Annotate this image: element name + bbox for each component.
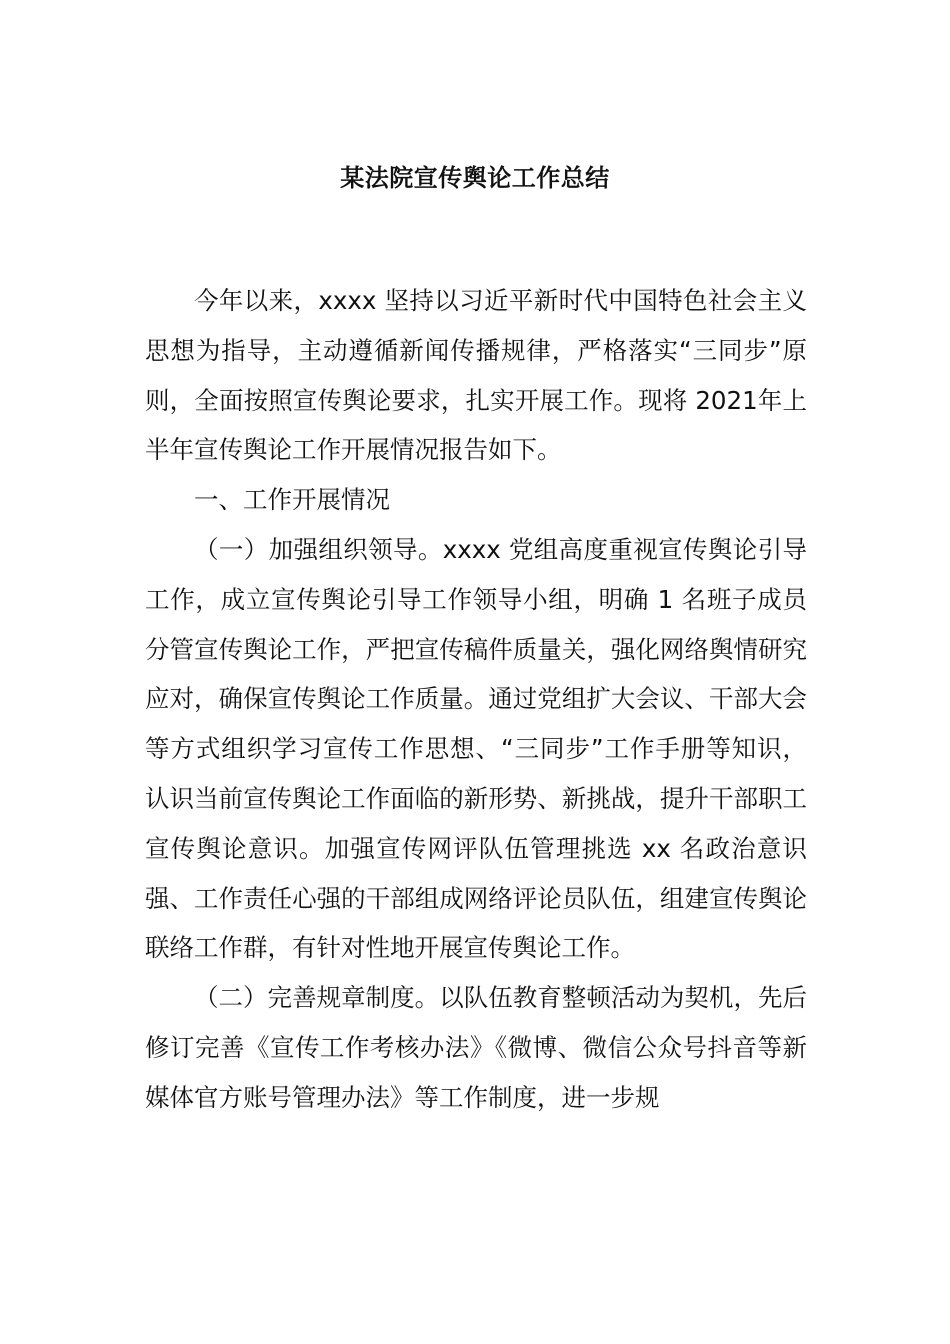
section-heading: 一、工作开展情况 xyxy=(194,485,390,515)
paragraph-organization: （一）加强组织领导。xxxx 党组高度重视宣传舆论引导工作，成立宣传舆论引导工作领导小组，明确 1 名班子成员分管宣传舆论工作，严把宣传稿件质量关，强化网络舆情研究应对，确保宣传舆论工作质量。通过党组扩大会议、干部大会等方式组织学习宣传工作思想、“三同步”工作手册等知识，认识当前宣传舆论工作面临的新形势、新挑战，提升干部职工宣传舆论意识。加强宣传网评队伍管理挑选 xx 名政治意识强、工作责任心强的干部组成网络评论员队伍，组建宣传舆论联络工作群，有针对性地开展宣传舆论工作。 xyxy=(145,534,807,963)
paragraph-regulations: （二）完善规章制度。以队伍教育整顿活动为契机，先后修订完善《宣传工作考核办法》《微博、微信公众号抖音等新媒体官方账号管理办法》等工作制度，进一步规 xyxy=(145,983,807,1112)
paragraph-intro: 今年以来，xxxx 坚持以习近平新时代中国特色社会主义思想为指导，主动遵循新闻传播规律，严格落实“三同步”原则，全面按照宣传舆论要求，扎实开展工作。现将 2021年上半年宣传舆论工作开展情况报告如下。 xyxy=(145,286,807,465)
document-body xyxy=(145,276,807,1123)
document-title: 某法院宣传舆论工作总结 xyxy=(340,164,610,192)
